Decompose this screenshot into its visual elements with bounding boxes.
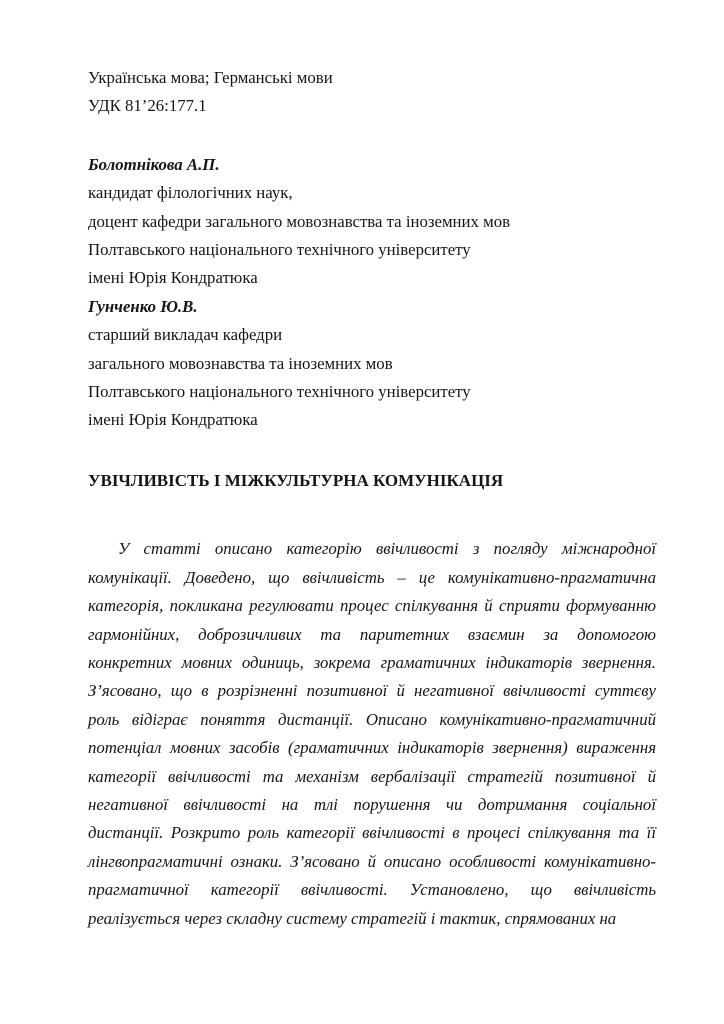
author-credential-line: доцент кафедри загального мовознавства та іноземних мов (88, 211, 511, 231)
author-credential-line: загального мовознавства та іноземних мов (88, 353, 393, 373)
document-header (88, 64, 656, 121)
abstract-line: лінгвопрагматичні ознаки. З’ясовано й описано особливості комунікативно- (88, 851, 656, 871)
author-block (88, 151, 656, 293)
author-credential-line: Полтавського національного технічного університету (88, 240, 471, 260)
abstract-line: категорія, покликана регулювати процес спілкування й сприяти формуванню (88, 596, 656, 616)
author-name: Гунченко Ю.В. (88, 296, 198, 316)
author-credential-line: старший викладач кафедри (88, 325, 283, 345)
author-credential-line: Полтавського національного технічного університету (88, 382, 471, 402)
abstract-line: категорії ввічливості та механізм вербалізації стратегій позитивної й (88, 766, 656, 786)
authors-block (88, 151, 656, 435)
abstract-line: потенціал мовних засобів (граматичних індикаторів звернення) вираження (88, 738, 656, 758)
author-credential-line: імені Юрія Кондратюка (88, 268, 258, 288)
abstract-line: дистанції. Розкрито роль категорії ввічливості в процесі спілкування та її (88, 823, 656, 843)
language-line: Українська мова; Германські мови (88, 68, 333, 87)
author-block (88, 293, 656, 435)
abstract-line: прагматичної категорії ввічливості. Установлено, що ввічливість (88, 880, 656, 900)
abstract-line: конкретних мовних одиниць, зокрема граматичних індикаторів звернення. (88, 652, 656, 672)
udc-line: УДК 81’26:177.1 (88, 96, 207, 116)
abstract-line: реалізується через складну систему стратегій і тактик, спрямованих на (88, 908, 617, 928)
abstract-line: роль відіграє поняття дистанції. Описано комунікативно-прагматичний (88, 709, 656, 729)
abstract-line: З’ясовано, що в розрізненні позитивної й негативної ввічливості суттєву (88, 681, 656, 701)
abstract-line: комунікації. Доведено, що ввічливість – це комунікативно-прагматична (88, 567, 656, 587)
abstract-paragraph (88, 535, 656, 933)
abstract-line: гармонійних, доброзичливих та паритетних взаємин за допомогою (88, 624, 656, 644)
author-credential-line: імені Юрія Кондратюка (88, 410, 258, 430)
article-title: УВІЧЛИВІСТЬ І МІЖКУЛЬТУРНА КОМУНІКАЦІЯ (88, 470, 504, 490)
author-credential-line: кандидат філологічних наук, (88, 183, 293, 203)
abstract-line: негативної ввічливості на тлі порушення чи дотримання соціальної (88, 794, 656, 814)
abstract-line: У статті описано категорію ввічливості з погляду міжнародної (118, 539, 656, 559)
author-name: Болотнікова А.П. (88, 154, 220, 174)
